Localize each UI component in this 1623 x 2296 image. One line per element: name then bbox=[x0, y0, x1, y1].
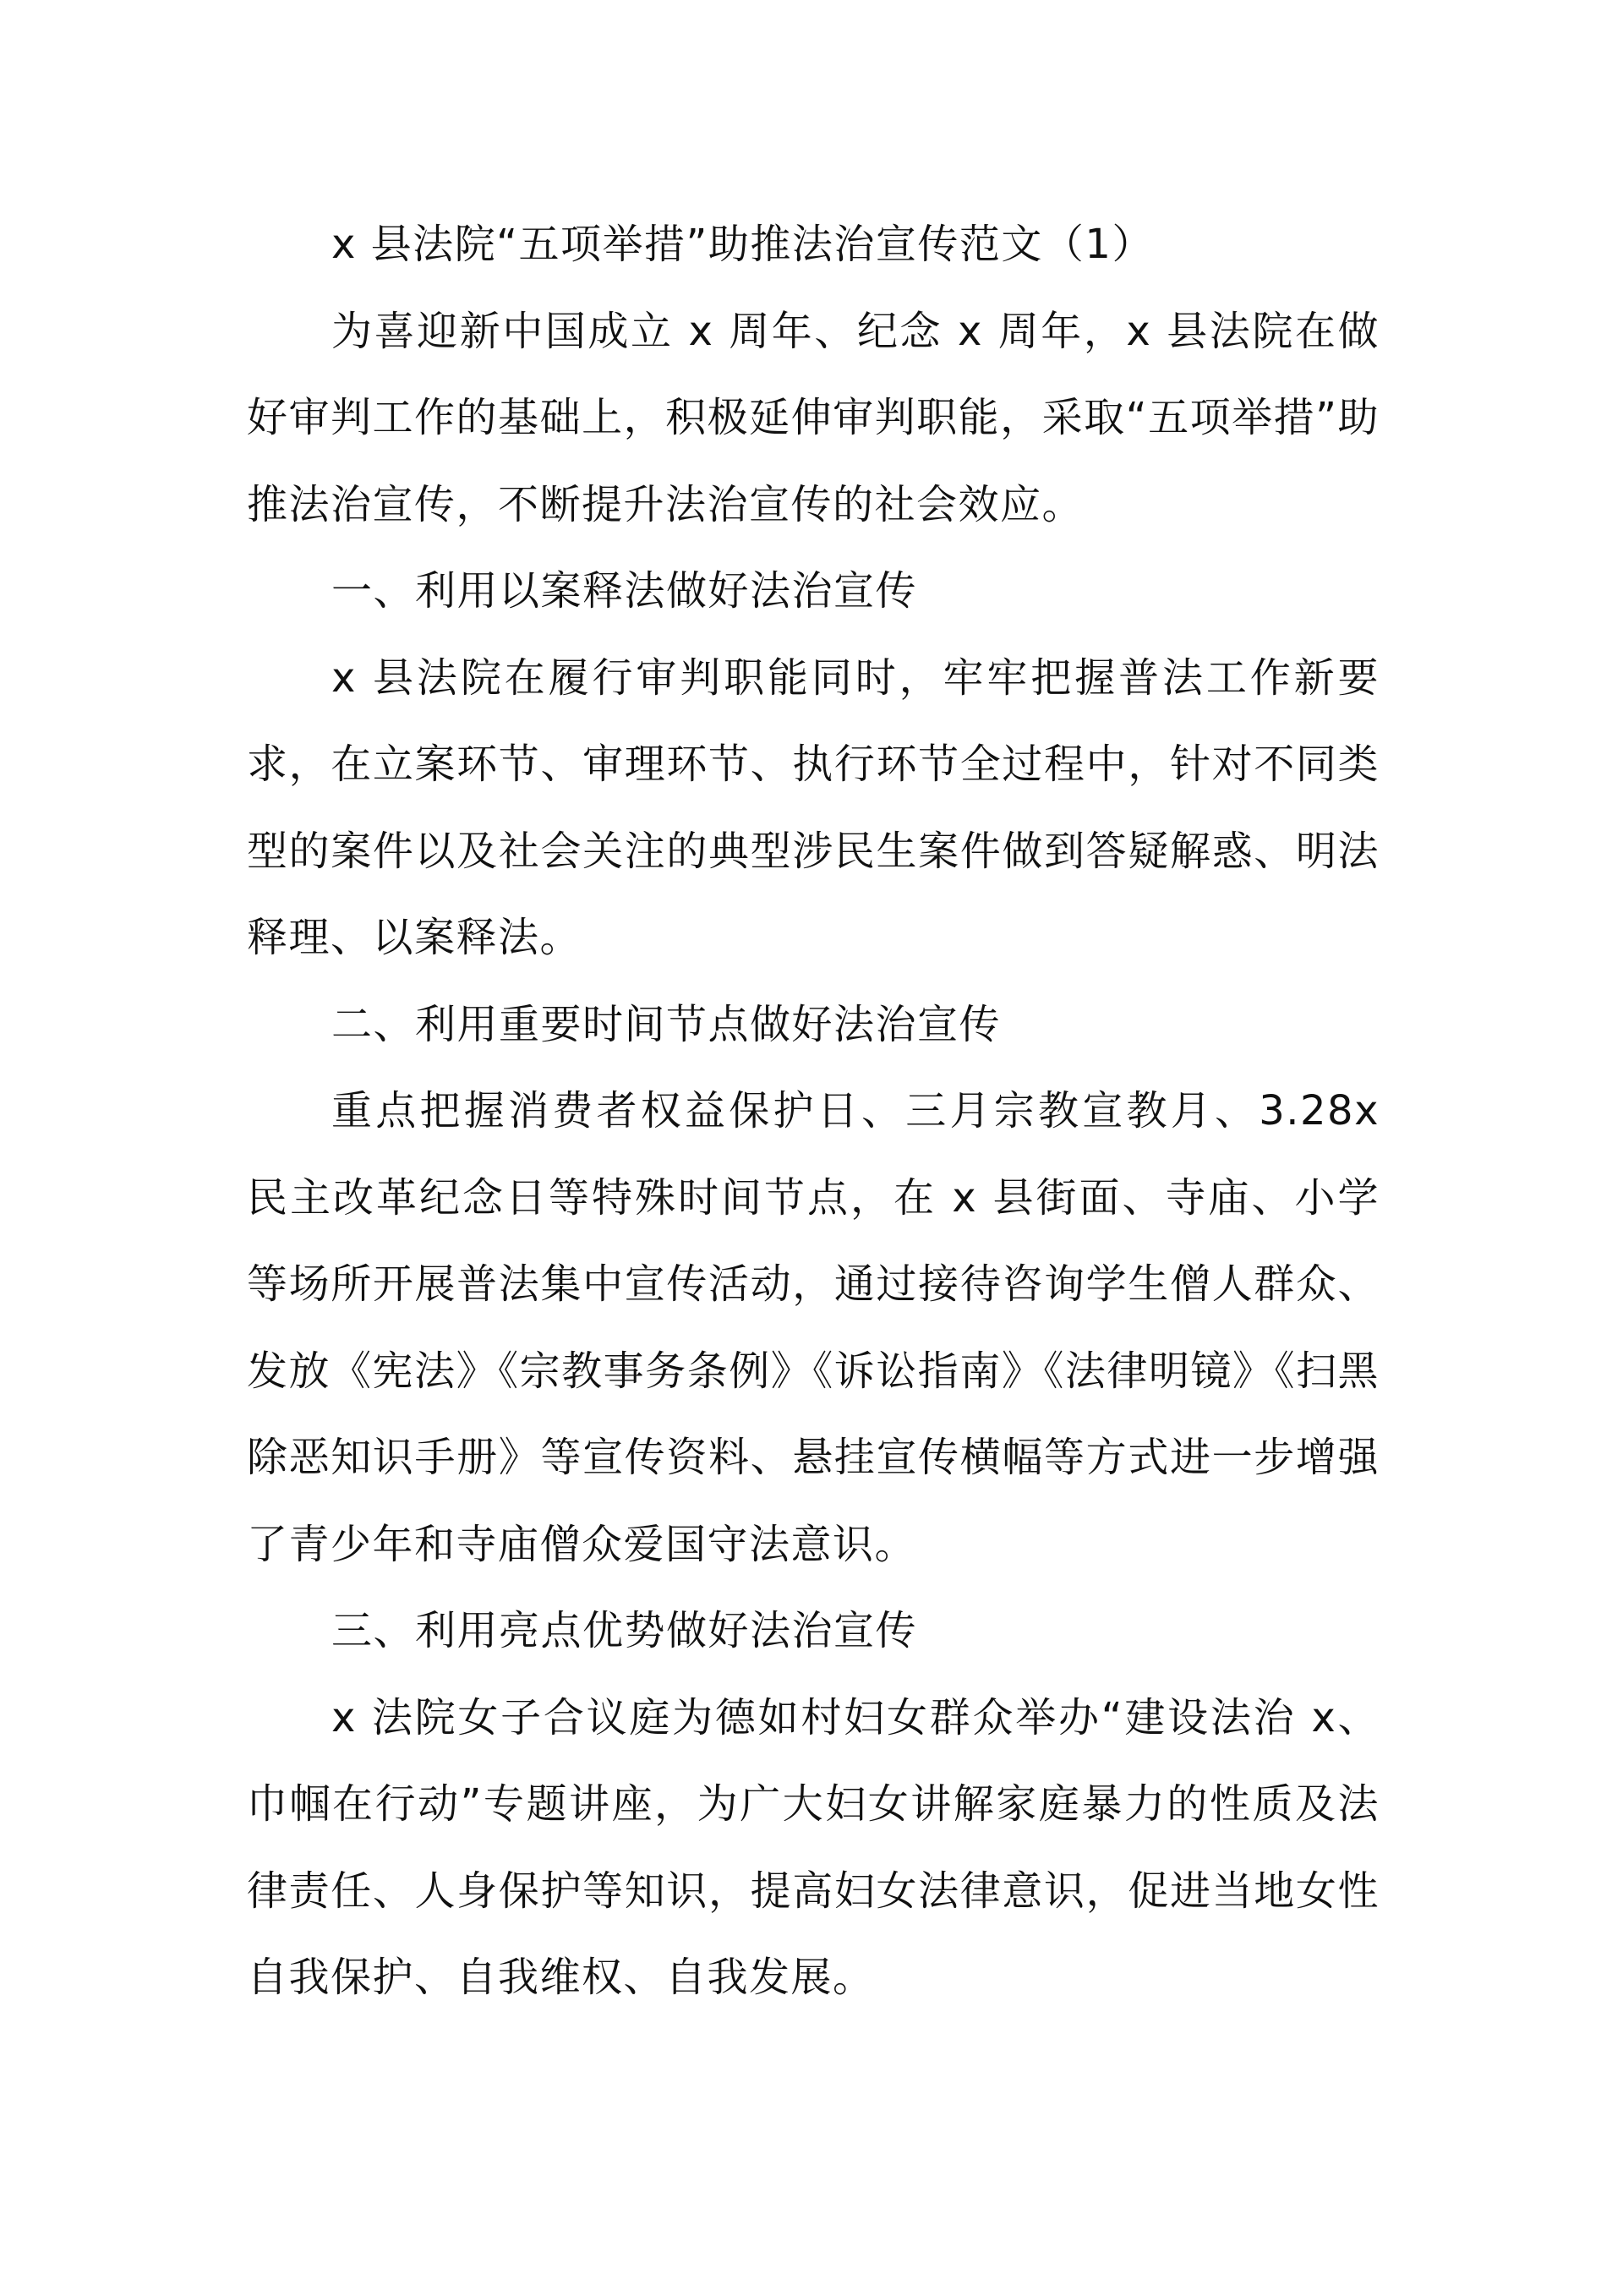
paragraph-section-2: 重点把握消费者权益保护日、三月宗教宣教月、3.28x 民主改革纪念日等特殊时间节点，在 x 县街面、寺庙、小学等场所开展普法集中宣传活动，通过接待咨询学生僧人群众、发放《宪法》《宗教事务条例》《诉讼指南》《法律明镜》《扫黑除恶知识手册》等宣传资料、悬挂宣传横幅等方式进一步增强了青少年和寺庙僧众爱国守法意识。 bbox=[247, 1087, 1380, 1568]
paragraph-section-3: x 法院女子合议庭为德如村妇女群众举办“建设法治 x、巾帼在行动”专题讲座，为广大妇女讲解家庭暴力的性质及法律责任、人身保护等知识，提高妇女法律意识，促进当地女性自我保护、自我维权、自我发展。 bbox=[247, 1693, 1380, 2001]
section-heading-3: 三、利用亮点优势做好法治宣传 bbox=[331, 1607, 918, 1654]
section-heading-1: 一、利用以案释法做好法治宣传 bbox=[331, 567, 918, 615]
paragraph-intro: 为喜迎新中国成立 x 周年、纪念 x 周年，x 县法院在做好审判工作的基础上，积极延伸审判职能，采取“五项举措”助推法治宣传，不断提升法治宣传的社会效应。 bbox=[247, 307, 1380, 528]
document-body bbox=[247, 201, 1380, 2021]
section-heading-2: 二、利用重要时间节点做好法治宣传 bbox=[331, 1000, 1002, 1048]
document-title: x 县法院“五项举措”助推法治宣传范文（1） bbox=[331, 221, 1154, 268]
paragraph-section-1: x 县法院在履行审判职能同时，牢牢把握普法工作新要求，在立案环节、审理环节、执行环节全过程中，针对不同类型的案件以及社会关注的典型涉民生案件做到答疑解惑、明法释理、以案释法。 bbox=[247, 653, 1380, 961]
